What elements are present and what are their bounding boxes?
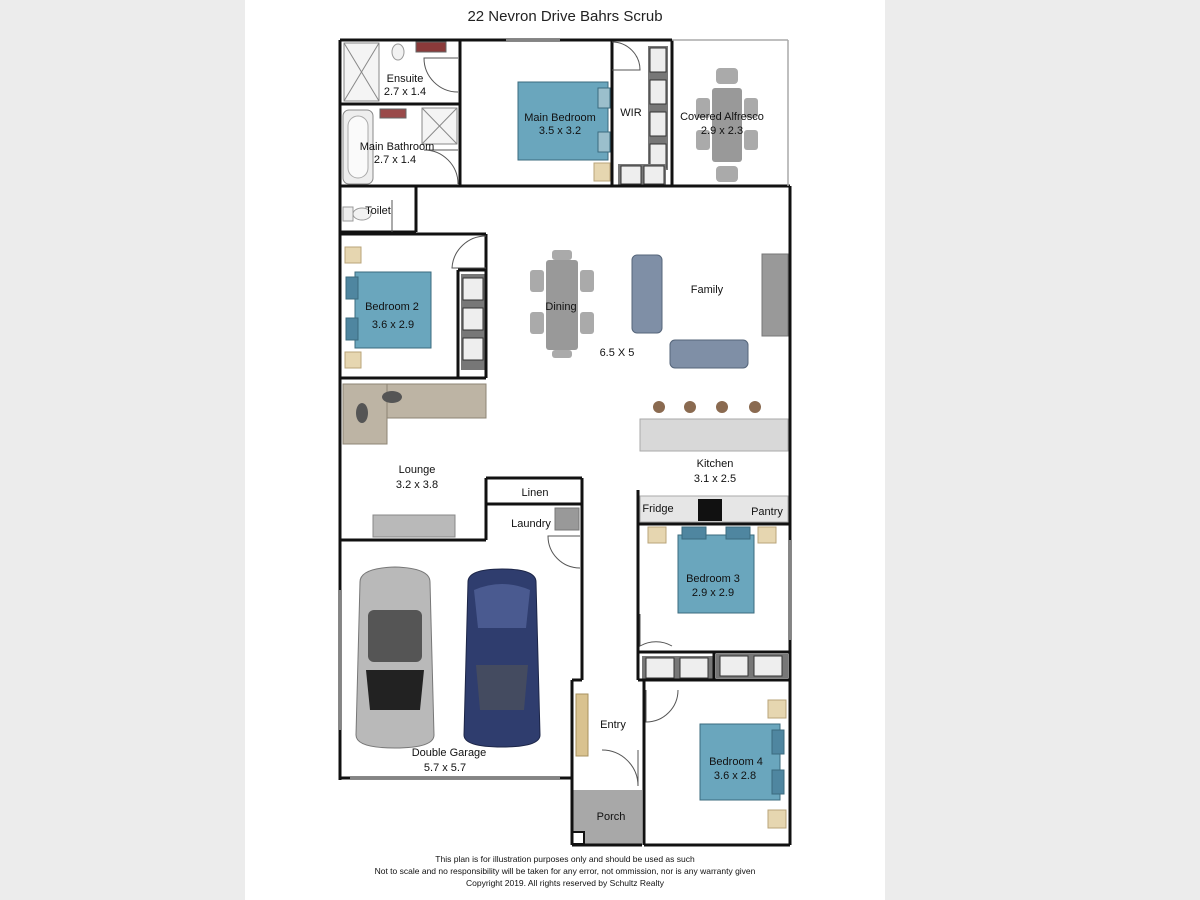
bedroom2-label: Bedroom 2 (365, 301, 419, 313)
porch-post (572, 832, 584, 844)
bedroom2-robe (461, 274, 485, 370)
main-bedroom-label: Main Bedroom (524, 112, 596, 124)
double-garage-size: 5.7 x 5.7 (423, 762, 467, 774)
kitchen-bench (640, 401, 788, 451)
blue-car-icon (464, 569, 540, 747)
ensuite-size: 2.7 x 1.4 (383, 86, 427, 98)
disclaimer-line-3: Copyright 2019. All rights reserved by Schultz Realty (466, 878, 664, 888)
bedroom4-label: Bedroom 4 (709, 756, 763, 768)
bedroom3-bed-icon (648, 527, 776, 613)
covered-alfresco-size: 2.9 x 2.3 (700, 125, 744, 137)
ensuite-label: Ensuite (386, 73, 424, 85)
kitchen-label: Kitchen (696, 458, 734, 470)
main-bedroom-size: 3.5 x 3.2 (538, 125, 582, 137)
lounge-sofa-icon (343, 384, 486, 444)
laundry-tub-icon (555, 508, 579, 530)
bathroom-shower-icon (422, 108, 457, 144)
fridge-label: Fridge (642, 503, 674, 515)
bedroom3-size: 2.9 x 2.9 (691, 587, 735, 599)
bathroom-vanity-icon (380, 109, 406, 118)
disclaimer-line-2: Not to scale and no responsibility will be taken for any error, not ommission, nor is any warranty given (374, 866, 756, 876)
tv-unit-icon (762, 254, 788, 336)
main-bathroom-size: 2.7 x 1.4 (373, 154, 417, 166)
toilet-label: Toilet (365, 205, 391, 217)
lounge-tv-unit (373, 515, 455, 537)
linen-label: Linen (521, 487, 549, 499)
bedroom3-label: Bedroom 3 (686, 573, 740, 585)
ensuite-shower-icon (344, 43, 379, 101)
lounge-size: 3.2 x 3.8 (395, 479, 439, 491)
cooktop-icon (698, 499, 722, 521)
family-sofa-icon (632, 255, 748, 368)
lounge-label: Lounge (398, 464, 436, 476)
pantry-label: Pantry (751, 506, 783, 518)
ensuite-vanity-icon (416, 42, 446, 52)
kitchen-size: 3.1 x 2.5 (693, 473, 737, 485)
main-bathroom-label: Main Bathroom (359, 141, 435, 153)
entry-label: Entry (600, 719, 626, 731)
porch-label: Porch (596, 811, 626, 823)
family-label: Family (690, 284, 724, 296)
living-size: 6.5 X 5 (599, 347, 635, 359)
disclaimer (245, 853, 885, 889)
plan-title: 22 Nevron Drive Bahrs Scrub (467, 8, 663, 25)
covered-alfresco-label: Covered Alfresco (680, 111, 764, 123)
bedroom2-size: 3.6 x 2.9 (371, 319, 415, 331)
wir-label: WIR (620, 107, 642, 119)
double-garage-label: Double Garage (411, 747, 487, 759)
entry-table-icon (576, 694, 588, 756)
ensuite-toilet-icon (392, 44, 404, 60)
dining-label: Dining (545, 301, 577, 313)
bedroom4-size: 3.6 x 2.8 (713, 770, 757, 782)
silver-car-icon (356, 567, 434, 748)
disclaimer-line-1: This plan is for illustration purposes only and should be used as such (435, 854, 695, 864)
laundry-label: Laundry (511, 518, 551, 530)
